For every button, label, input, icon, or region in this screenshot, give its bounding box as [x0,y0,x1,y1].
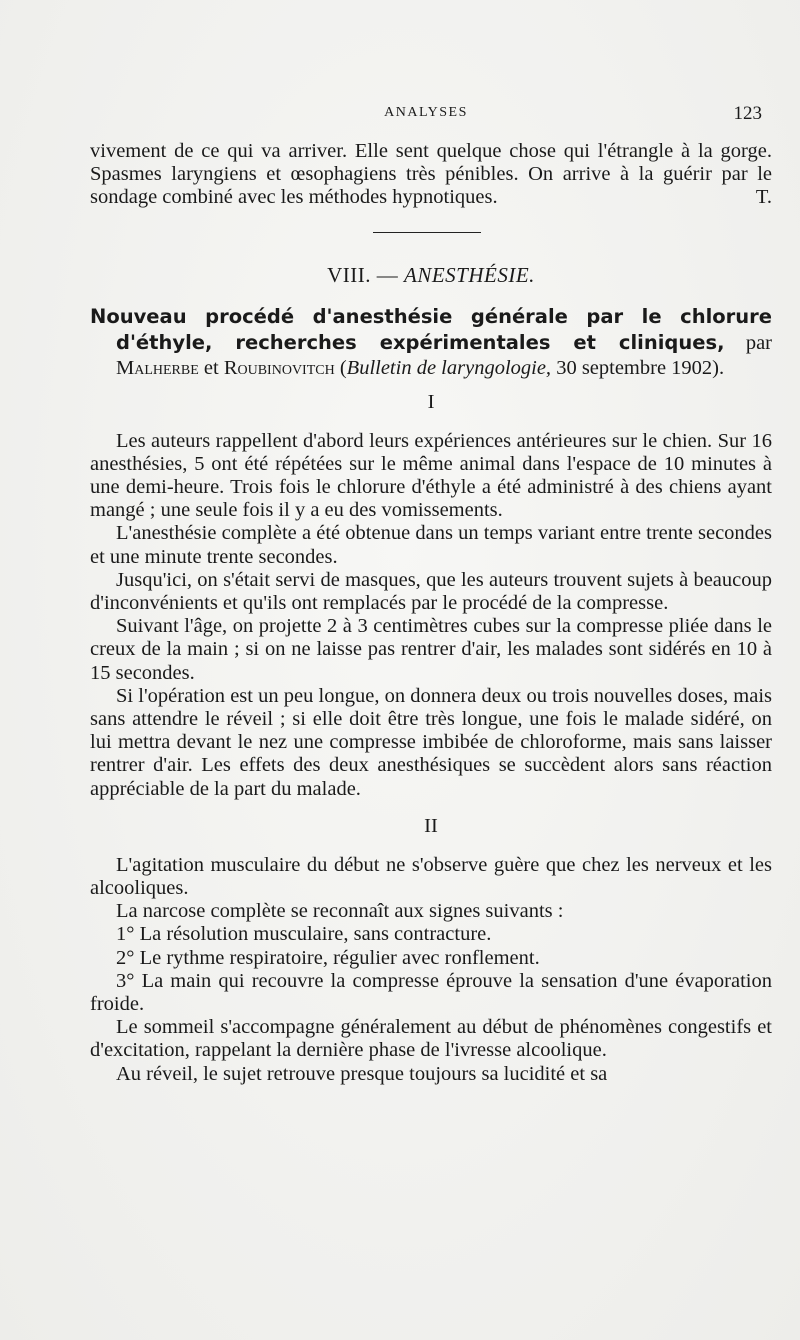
article-heading [90,304,772,381]
paragraph: L'anesthésie complète a été obtenue dans un temps variant entre trente secondes et une minute trente secondes. [90,522,772,568]
article-date: 30 septembre 1902). [556,356,725,379]
list-item: 2° Le rythme respiratoire, régulier avec ronflement. [116,946,540,969]
paragraph: Suivant l'âge, on projette 2 à 3 centimètres cubes sur la compresse pliée dans le creux de la main ; si on ne laisse pas rentrer d'air, les malades sont sidérés en 10 à 15 secondes. [90,615,772,684]
intro-text: vivement de ce qui va arriver. Elle sent quelque chose qui l'étrangle à la gorge. Spasmes laryngiens et œsophagiens très pénibles. On arrive à la guérir par le sondage combiné avec les méthodes hypnotiques. [90,140,772,209]
article-and: et [203,356,219,379]
paragraph: Les auteurs rappellent d'abord leurs expériences antérieures sur le chien. Sur 16 anesthésies, 5 ont été répétées sur le même animal dans l'espace de 10 minutes à une demi-heure. Trois fois le chlorure d'éthyle a été administré à des chiens ayant mangé ; une seule fois il y a eu des vomissements. [90,429,772,522]
paragraph: Jusqu'ici, on s'était servi de masques, que les auteurs trouvent sujets à beaucoup d'inconvénients et qu'ils ont remplacés par le procédé de la compresse. [90,568,772,615]
article-author-2: Roubinovitch [223,356,335,379]
section-heading [90,263,772,288]
page-header [90,103,762,127]
part-numeral-1: I [427,390,435,413]
page-number: 123 [733,103,762,124]
list-item: 3° La main qui recouvre la compresse éprouve la sensation d'une évaporation froide. [90,969,772,1016]
paragraph: Au réveil, le sujet retrouve presque toujours sa lucidité et sa [116,1062,608,1085]
intro-paragraph [90,140,772,210]
paragraph: Le sommeil s'accompagne généralement au début de phénomènes congestifs et d'excitation, rappelant la dernière phase de l'ivresse alcoolique. [90,1016,772,1062]
article-journal: Bulletin de laryngologie, [346,356,552,379]
section-number: VIII. — [327,262,399,287]
article-author-1: Malherbe [116,356,199,379]
paragraph: Si l'opération est un peu longue, on donnera deux ou trois nouvelles doses, mais sans attendre le réveil ; si elle doit être très longue, une fois le malade sidéré, on lui mettra devant le nez une compresse imbibée de chloroforme, mais sans laisser rentrer d'air. Les effets des deux anesthésiques se succèdent alors sans réaction appréciable de la part du malade. [90,684,772,800]
part-numeral-2: II [424,814,438,837]
article-by: par [745,331,772,354]
running-head: ANALYSES [384,105,468,120]
list-item: 1° La résolution musculaire, sans contracture. [116,923,492,946]
paragraph: La narcose complète se reconnaît aux signes suivants : [116,900,564,923]
page-body [90,140,772,1086]
section-divider [373,232,481,233]
article-open-paren: ( [339,356,347,379]
section-title: ANESTHÉSIE. [404,262,535,287]
paragraph: L'agitation musculaire du début ne s'observe guère que chez les nerveux et les alcooliques. [90,853,772,900]
intro-signature: T. [755,186,772,209]
article-title: Nouveau procédé d'anesthésie générale par le chlorure d'éthyle, recherches expérimentales et cliniques, [90,304,772,354]
